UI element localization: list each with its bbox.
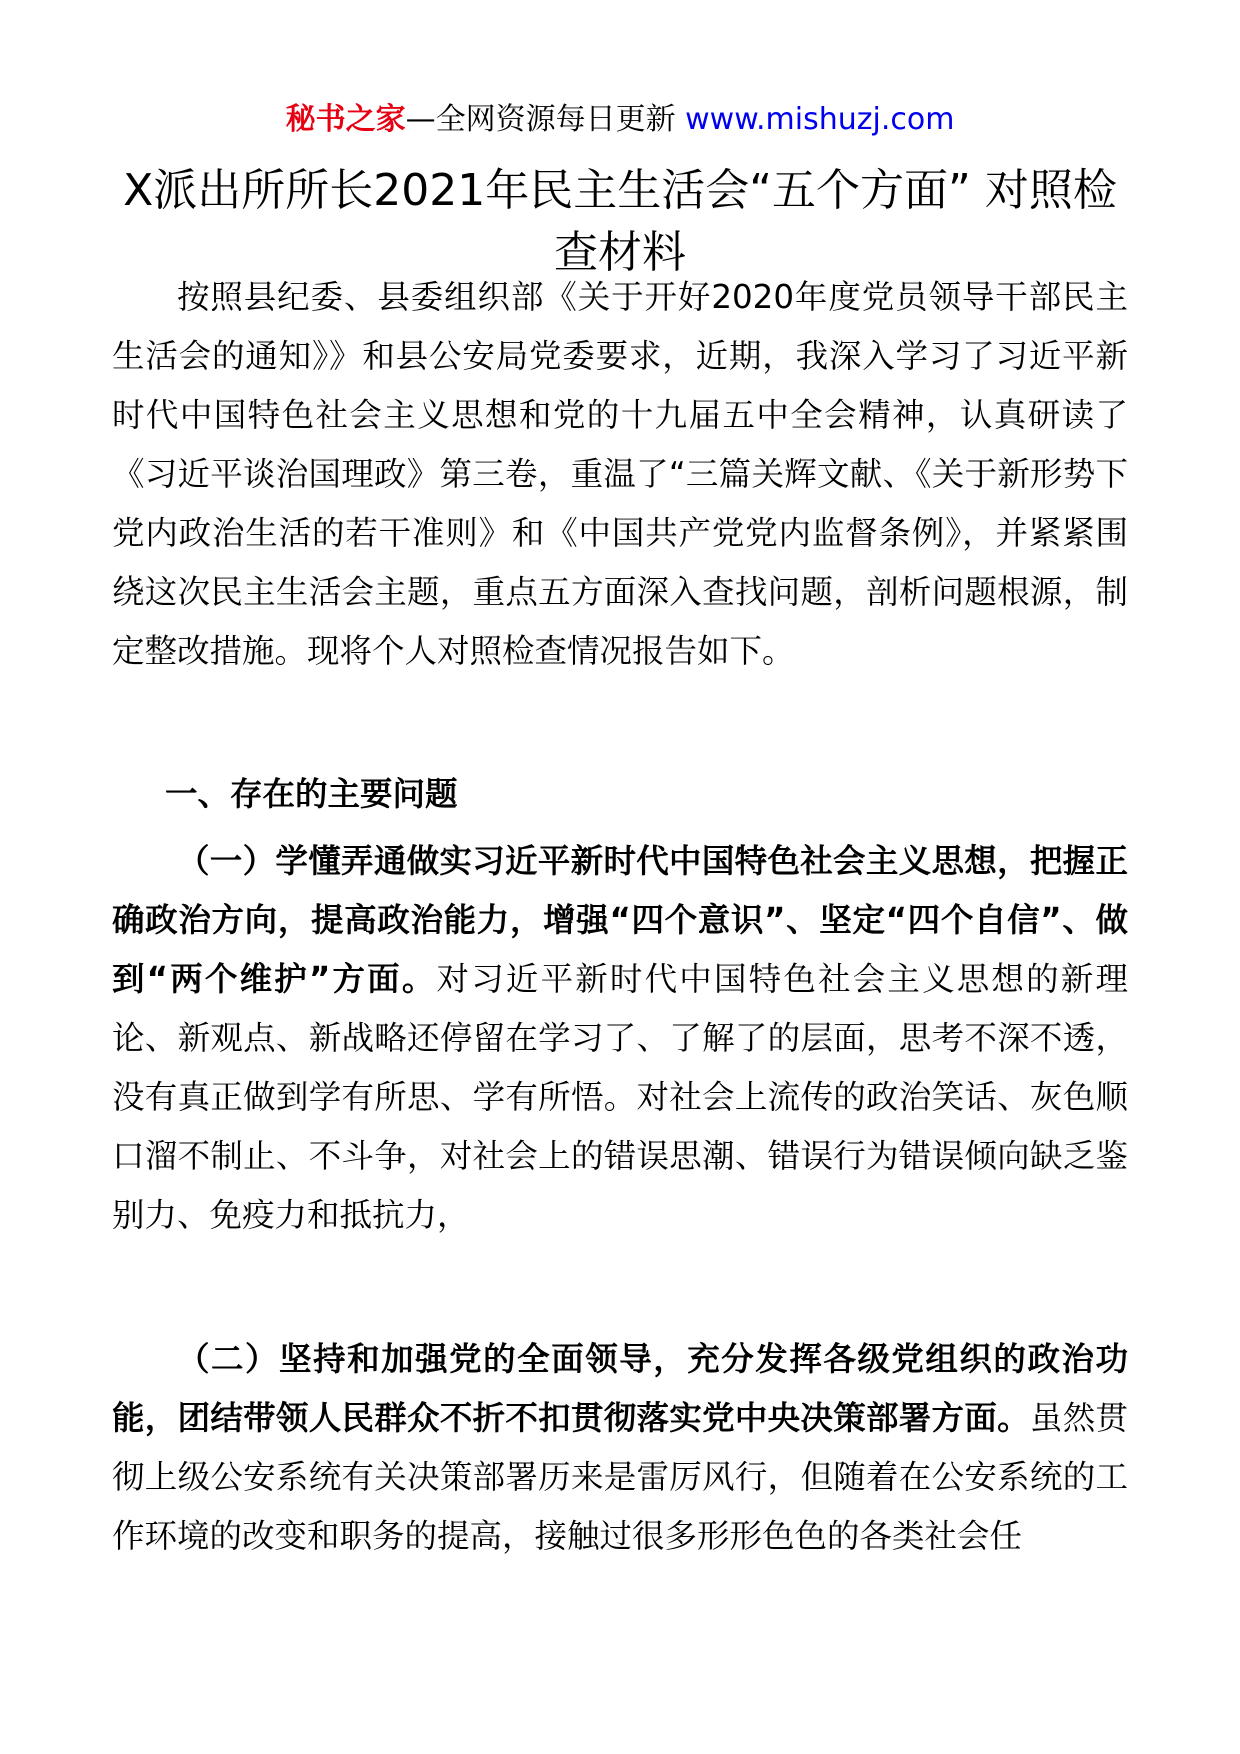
problem-item-2-text: 虽然贯彻上级公安系统有关决策部署历来是雷厉风行，但随着在公安系统的工作环境的改变和职务的提高，接触过很多形形色色的各类社会任 (112, 1399, 1128, 1555)
site-header (0, 100, 1240, 140)
problem-item-2-lead: （二）坚持和加强党的全面领导，充分发挥各级党组织的政治功能，团结带领人民群众不折不扣贯彻落实党中央决策部署方面。 (112, 1340, 1128, 1437)
problem-item-1-text: 对习近平新时代中国特色社会主义思想的新理论、新观点、新战略还停留在学习了、了解了的层面，思考不深不透，没有真正做到学有所思、学有所悟。对社会上流传的政治笑话、灰色顺口溜不制止、不斗争，对社会上的错误思潮、错误行为错误倾向缺乏鉴别力、免疫力和抵抗力， (112, 960, 1128, 1234)
problem-item-2 (112, 1330, 1128, 1566)
intro-paragraph: 按照县纪委、县委组织部《关于开好2020年度党员领导干部民主生活会的通知》》和县公安局党委要求，近期，我深入学习了习近平新时代中国特色社会主义思想和党的十九届五中全会精神，认真研读了《习近平谈治国理政》第三卷，重温了“三篇关辉文献、《关于新形势下党内政治生活的若干准则》和《中国共产党党内监督条例》，并紧紧围绕这次民主生活会主题，重点五方面深入查找问题，剖析问题根源，制定整改措施。现将个人对照检查情况报告如下。 (112, 278, 1128, 670)
problem-item-1-lead: （一）学懂弄通做实习近平新时代中国特色社会主义思想，把握正确政治方向，提高政治能力，增强“四个意识”、坚定“四个自信”、做到“两个维护”方面。 (112, 842, 1128, 998)
section-heading: 一、存在的主要问题 (165, 775, 458, 813)
site-brand: 秘书之家 (285, 102, 406, 137)
site-tagline: —全网资源每日更新 (405, 102, 676, 137)
site-url-link[interactable]: www.mishuzj.com (685, 102, 955, 137)
document-title: X派出所所长2021年民主生活会“五个方面” 对照检查材料 (123, 165, 1117, 278)
problem-item-1 (112, 832, 1128, 1245)
